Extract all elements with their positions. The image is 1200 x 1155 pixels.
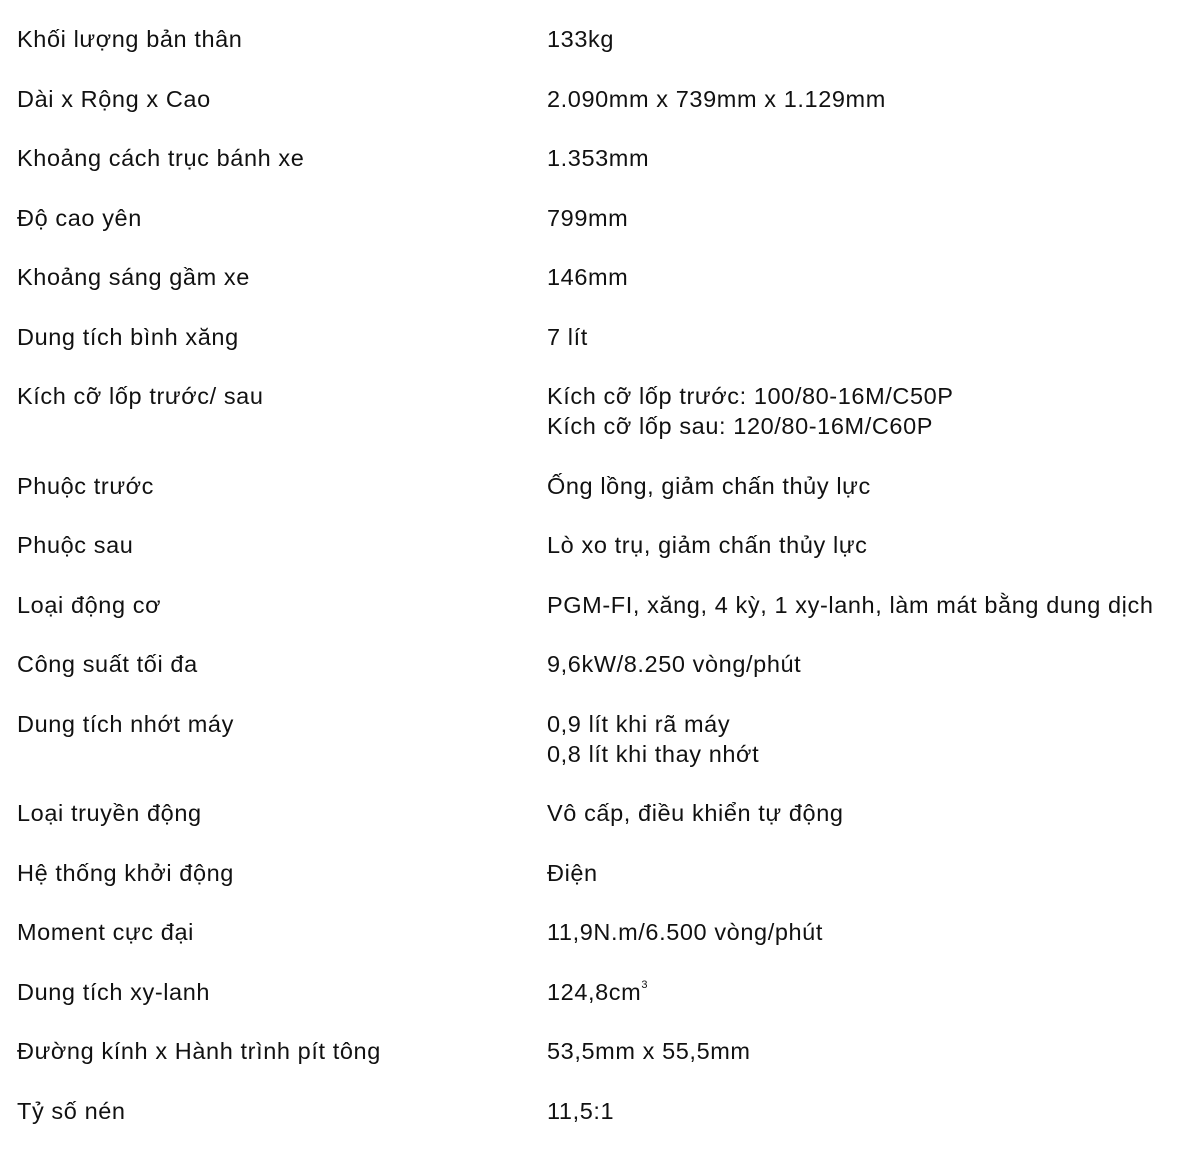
spec-label: Dài x Rộng x Cao [17, 85, 211, 112]
spec-label: Phuộc trước [17, 472, 155, 499]
spec-value [547, 203, 1197, 233]
spec-value [547, 84, 1197, 114]
spec-value-line [547, 798, 1197, 828]
spec-row [17, 590, 1197, 620]
spec-row [17, 649, 1197, 679]
spec-value-text: 2.090mm x 739mm x 1.129mm [547, 85, 886, 112]
spec-value-text: 9,6kW/8.250 vòng/phút [547, 651, 802, 677]
spec-label: Khoảng sáng gầm xe [17, 264, 250, 290]
spec-value-line [547, 739, 1197, 769]
spec-value-text: 7 lít [547, 323, 588, 350]
spec-value-text: 0,9 lít khi rã máy [547, 710, 731, 737]
spec-value-line [547, 143, 1197, 173]
spec-value-text: 124,8cm [547, 978, 642, 1005]
spec-value [547, 649, 1197, 679]
spec-row [17, 709, 1197, 769]
spec-row [17, 84, 1197, 114]
spec-value [547, 1036, 1197, 1066]
spec-value [547, 798, 1197, 828]
spec-row [17, 858, 1197, 888]
spec-label: Dung tích bình xăng [17, 323, 239, 350]
spec-value [547, 530, 1197, 560]
spec-row [17, 471, 1197, 501]
spec-row [17, 530, 1197, 560]
spec-value-line [547, 1036, 1197, 1066]
spec-label: Hệ thống khởi động [17, 859, 234, 886]
spec-value-line [547, 411, 1197, 441]
spec-value-text: Ống lồng, giảm chấn thủy lực [547, 472, 871, 499]
spec-value-text: 53,5mm x 55,5mm [547, 1038, 751, 1064]
spec-label: Phuộc sau [17, 532, 134, 558]
spec-label: Dung tích xy-lanh [17, 978, 211, 1005]
spec-value [547, 709, 1197, 769]
spec-value-line [547, 84, 1197, 114]
spec-value-line [547, 917, 1197, 947]
spec-value [547, 1096, 1197, 1126]
spec-row [17, 262, 1197, 292]
spec-label: Khối lượng bản thân [17, 26, 243, 52]
spec-value-line [547, 709, 1197, 739]
spec-row [17, 203, 1197, 233]
spec-value-line [547, 381, 1197, 411]
spec-label: Khoảng cách trục bánh xe [17, 145, 305, 171]
spec-value-line [547, 530, 1197, 560]
spec-value-text: Kích cỡ lốp trước: 100/80-16M/C50P [547, 383, 954, 409]
spec-value [547, 471, 1197, 501]
spec-row [17, 977, 1197, 1007]
spec-value-text: Vô cấp, điều khiển tự động [547, 800, 844, 826]
spec-value-text: 0,8 lít khi thay nhớt [547, 740, 760, 767]
spec-label: Loại truyền động [17, 800, 202, 826]
spec-value-line [547, 24, 1197, 54]
spec-value [547, 24, 1197, 54]
spec-label: Công suất tối đa [17, 651, 198, 677]
spec-value-line [547, 262, 1197, 292]
spec-row [17, 917, 1197, 947]
spec-label: Moment cực đại [17, 919, 194, 945]
spec-label: Độ cao yên [17, 204, 142, 231]
spec-value-text: Điện [547, 859, 598, 886]
spec-value-text: 146mm [547, 264, 629, 290]
spec-value [547, 858, 1197, 888]
spec-value-text: 799mm [547, 204, 629, 231]
spec-row [17, 798, 1197, 828]
spec-value-text: 11,9N.m/6.500 vòng/phút [547, 919, 823, 945]
spec-table [17, 24, 1197, 1155]
spec-value-text: Kích cỡ lốp sau: 120/80-16M/C60P [547, 413, 934, 439]
spec-row [17, 143, 1197, 173]
spec-value-line [547, 203, 1197, 233]
spec-row [17, 1096, 1197, 1126]
spec-value-text: 1.353mm [547, 145, 650, 171]
spec-value-text: Lò xo trụ, giảm chấn thủy lực [547, 532, 868, 558]
spec-value-line [547, 858, 1197, 888]
spec-value-text: 11,5:1 [547, 1097, 615, 1124]
spec-value [547, 977, 1197, 1007]
spec-value [547, 143, 1197, 173]
spec-label: Đường kính x Hành trình pít tông [17, 1038, 381, 1064]
spec-row [17, 1036, 1197, 1066]
spec-row [17, 322, 1197, 352]
spec-value [547, 590, 1197, 620]
spec-value [547, 381, 1197, 441]
spec-value-line [547, 590, 1197, 620]
spec-value-line [547, 649, 1197, 679]
spec-value-line [547, 471, 1197, 501]
spec-label: Tỷ số nén [17, 1097, 126, 1124]
spec-value-text: PGM-FI, xăng, 4 kỳ, 1 xy-lanh, làm mát bằng dung dịch [547, 591, 1154, 618]
spec-row [17, 381, 1197, 441]
spec-value-line [547, 977, 1197, 1007]
spec-value-line [547, 322, 1197, 352]
spec-value [547, 917, 1197, 947]
spec-value-text: 133kg [547, 26, 615, 52]
spec-label: Kích cỡ lốp trước/ sau [17, 383, 264, 409]
spec-value-line [547, 1096, 1197, 1126]
superscript: 3 [641, 978, 649, 991]
spec-label: Dung tích nhớt máy [17, 710, 234, 737]
spec-label: Loại động cơ [17, 591, 162, 618]
spec-value [547, 262, 1197, 292]
spec-value [547, 322, 1197, 352]
spec-row [17, 24, 1197, 54]
